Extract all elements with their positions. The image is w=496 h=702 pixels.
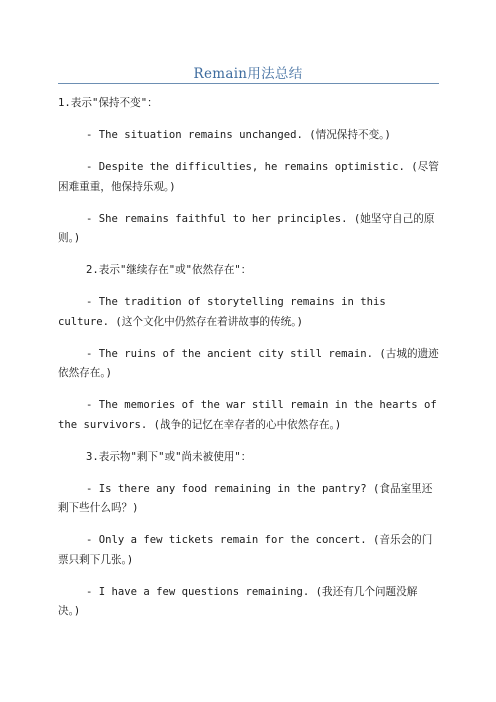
example-item: - Only a few tickets remain for the concert. (音乐会的门票只剩下几张。) [58,534,433,566]
example-item: - The ruins of the ancient city still remain. (古城的遗迹依然存在。) [58,347,439,379]
example-item: - She remains faithful to her principles. (她坚守自己的原则。) [58,212,435,244]
section-heading: 1.表示"保持不变"： [58,97,158,109]
document-body [58,94,439,634]
page-title: Remain用法总结 [193,66,303,82]
section-heading: 2.表示"继续存在"或"依然存在"： [86,264,252,276]
example-item: - I have a few questions remaining. (我还有几个问题没解决。) [58,585,418,617]
example-item: - The tradition of storytelling remains in this culture. (这个文化中仍然存在着讲故事的传统。) [58,296,386,328]
example-item: - The memories of the war still remain in the hearts of the survivors. (战争的记忆在幸存者的心中依然存在。) [58,399,437,431]
section-heading: 3.表示物"剩下"或"尚未被使用"： [86,450,252,463]
title-underline [58,83,439,84]
example-item: - Is there any food remaining in the pantry? (食品室里还剩下些什么吗？) [58,482,433,514]
example-item: - The situation remains unchanged. (情况保持不变。) [86,129,391,141]
example-item: - Despite the difficulties, he remains optimistic. (尽管困难重重，他保持乐观。) [58,161,439,193]
